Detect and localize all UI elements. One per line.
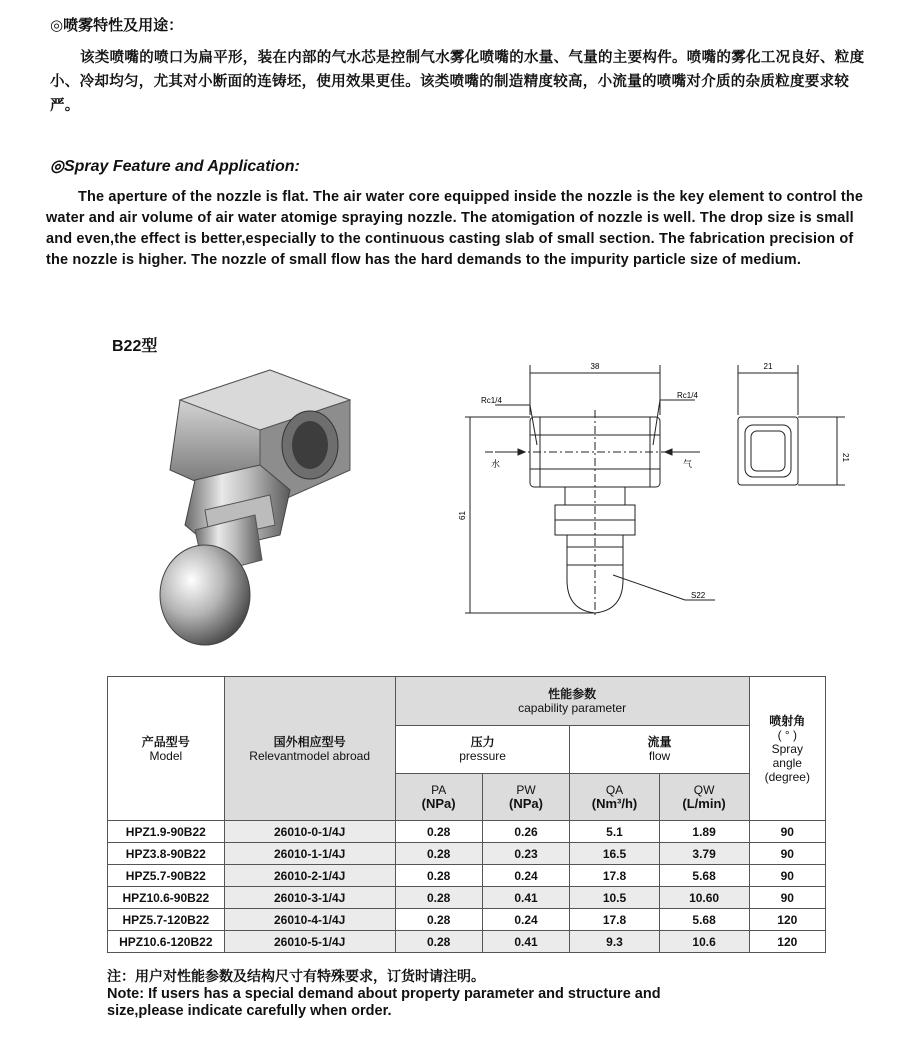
- table-row: HPZ5.7-90B22 26010-2-1/4J 0.28 0.24 17.8 5.68 90: [108, 865, 826, 887]
- qw-header: QW (L/min): [659, 773, 749, 820]
- english-section-title: ◎Spray Feature and Application:: [50, 158, 300, 175]
- table-row: HPZ5.7-120B22 26010-4-1/4J 0.28 0.24 17.8 5.68 120: [108, 909, 826, 931]
- table-row: HPZ1.9-90B22 26010-0-1/4J 0.28 0.26 5.1 1.89 90: [108, 821, 826, 843]
- spec-table: [107, 676, 826, 953]
- chinese-description: 该类喷嘴的喷口为扁平形，装在内部的气水芯是控制气水雾化喷嘴的水量、气量的主要构件。喷嘴的雾化工况良好、粒度小、冷却均匀，尤其对小断面的连铸坯，使用效果更佳。该类喷嘴的制造精度较高，小流量的喷嘴对介质的杂质粒度要求较严。: [50, 50, 865, 114]
- port-right-label: Rc1/4: [677, 391, 698, 400]
- spray-angle-header: 喷射角 ( ° ) Spray angle (degree): [749, 677, 825, 821]
- thread-label: S22: [691, 591, 706, 600]
- note-english: Note: If users has a special demand about property parameter and structure and size,please indicate carefully when order.: [107, 986, 661, 1019]
- port-left-label: Rc1/4: [481, 396, 502, 405]
- dim-height-label: 61: [458, 511, 467, 520]
- table-row: HPZ3.8-90B22 26010-1-1/4J 0.28 0.23 16.5 3.79 90: [108, 843, 826, 865]
- model-label: B22型: [112, 338, 158, 355]
- capability-header: 性能参数 capability parameter: [395, 677, 749, 726]
- note-chinese: 注：用户对性能参数及结构尺寸有特殊要求，订货时请注明。: [107, 969, 485, 985]
- dim-side-width-label: 21: [763, 362, 773, 371]
- nozzle-photo: [150, 360, 360, 650]
- english-description: The aperture of the nozzle is flat. The air water core equipped inside the nozzle is the key element to control the water and air volume of air water atomige spraying nozzle. The atomigation of nozzle is well. The drop size is small and even,the effect is better,especially to the continuous casting slab of small section. The fabrication precision of the nozzle is higher. The nozzle of small flow has the hard demands to the impurity particle size of medium.: [46, 189, 864, 268]
- pa-header: PA (NPa): [395, 773, 482, 820]
- table-row: HPZ10.6-90B22 26010-3-1/4J 0.28 0.41 10.5 10.60 90: [108, 887, 826, 909]
- relevant-model-header: 国外相应型号 Relevantmodel abroad: [224, 677, 395, 821]
- technical-drawing: [455, 355, 855, 620]
- pw-header: PW (NPa): [482, 773, 570, 820]
- air-label: 气: [683, 460, 693, 470]
- dim-side-height-label: 21: [841, 453, 850, 462]
- pressure-header: 压力 pressure: [395, 726, 570, 773]
- flow-header: 流量 flow: [570, 726, 749, 773]
- water-label: 水: [491, 460, 501, 470]
- table-row: HPZ10.6-120B22 26010-5-1/4J 0.28 0.41 9.3 10.6 120: [108, 931, 826, 953]
- qa-header: QA (Nm³/h): [570, 773, 659, 820]
- chinese-section-title: ◎喷雾特性及用途：: [50, 16, 184, 34]
- model-header: 产品型号 Model: [108, 677, 225, 821]
- dim-width-label: 38: [590, 362, 600, 371]
